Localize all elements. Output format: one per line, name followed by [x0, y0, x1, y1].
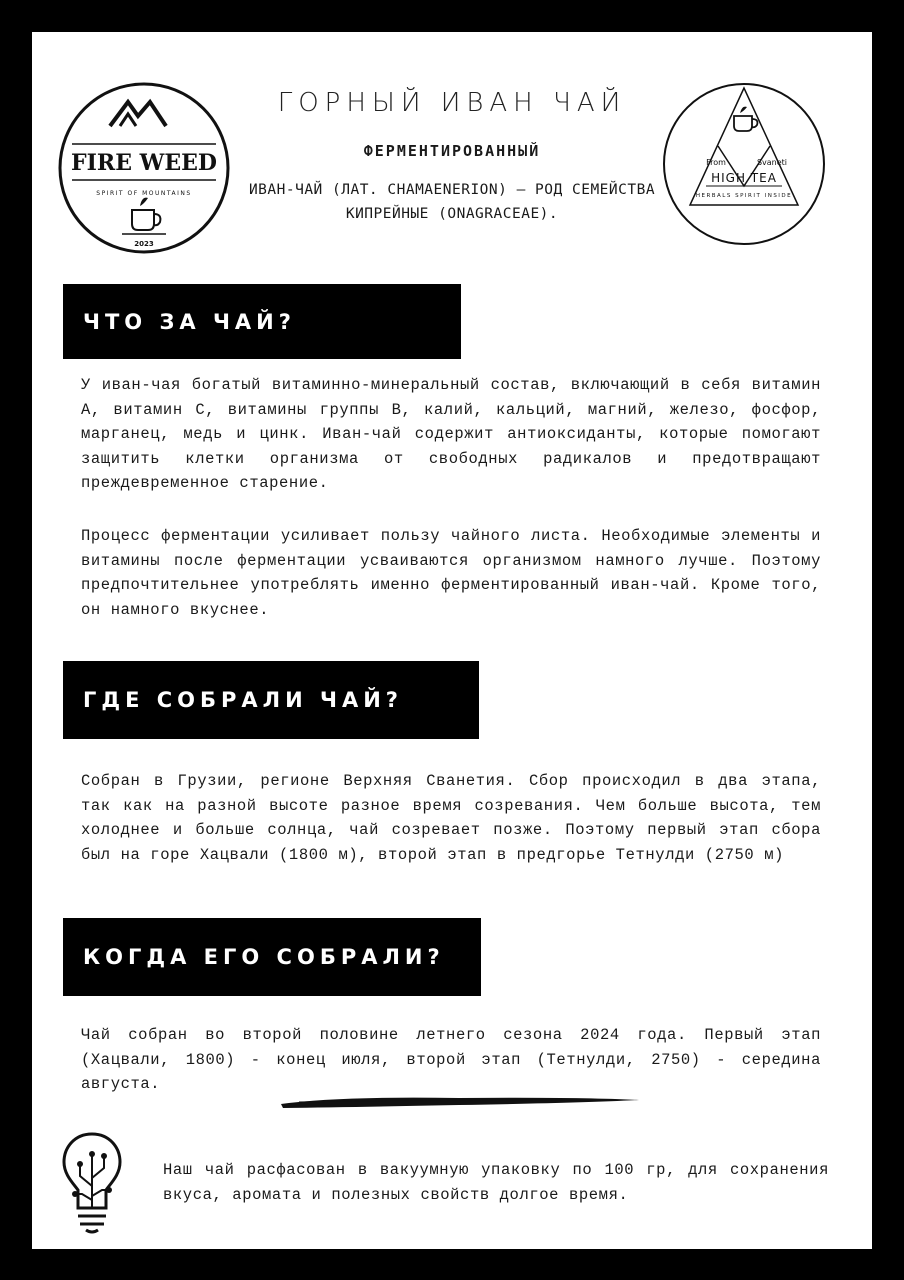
section-heading-what	[63, 284, 461, 359]
page-title: ГОРНЫЙ ИВАН ЧАЙ	[277, 88, 627, 118]
logo-left-tagline: SPIRIT OF MOUNTAINS	[96, 190, 192, 197]
paragraph-where: Собран в Грузии, регионе Верхняя Сванетия. Сбор происходил в два этапа, так как на разной высоте разное время созревания. Чем больше высота, тем холоднее и больше солнца, чай созревает позже. Поэтому первый этап сбора был на горе Хацвали (1800 м), второй этап в предгорье Тетнулди (2750 м)	[81, 772, 821, 864]
section-heading-text: КОГДА ЕГО СОБРАЛИ?	[83, 945, 445, 969]
paragraph-what-1: У иван-чая богатый витаминно-минеральный состав, включающий в себя витамин А, витамин С, витамины группы В, калий, кальций, магний, железо, фосфор, марганец, медь и цинк. Иван-чай содержит антиоксиданты, которые помогают защитить клетки организма от свободных радикалов и предотвращают преждевременное старение.	[81, 376, 821, 492]
fire-weed-logo	[56, 80, 232, 256]
logo-left-year: 2023	[134, 240, 154, 248]
logo-left-name: FIRE WEED	[71, 150, 217, 176]
mountain-icon	[110, 102, 166, 126]
logo-right-place: Svaneti	[756, 158, 788, 167]
logo-right-tagline: HERBALS SPIRIT INSIDE	[695, 193, 793, 199]
section-heading-text: ГДЕ СОБРАЛИ ЧАЙ?	[83, 688, 403, 712]
lightbulb-circuit-icon	[60, 1130, 124, 1234]
page-description: ИВАН-ЧАЙ (ЛАТ. CHAMAENERION) — РОД СЕМЕЙСТВА КИПРЕЙНЫЕ (ONAGRACEAE).	[248, 182, 656, 222]
section-heading-text: ЧТО ЗА ЧАЙ?	[83, 309, 296, 334]
footer-note: Наш чай расфасован в вакуумную упаковку по 100 гр, для сохранения вкуса, аромата и полезных свойств долгое время.	[163, 1161, 829, 1204]
paragraph-when: Чай собран во второй половине летнего сезона 2024 года. Первый этап (Хацвали, 1800) - конец июля, второй этап (Тетнулди, 2750) - середина августа.	[81, 1026, 821, 1093]
tea-cup-icon	[132, 198, 160, 230]
logo-right-from: From	[706, 158, 726, 167]
paragraph-what-2: Процесс ферментации усиливает пользу чайного листа. Необходимые элементы и витамины после ферментации усваиваются организмом намного лучше. Поэтому предпочтительнее употреблять именно ферментированный иван-чай. Кроме того, он намного вкуснее.	[81, 527, 821, 619]
section-heading-when	[63, 918, 481, 996]
page-subtitle: ФЕРМЕНТИРОВАННЫЙ	[363, 142, 541, 160]
page	[32, 32, 872, 1249]
section-heading-where	[63, 661, 479, 739]
brush-stroke-divider	[279, 1094, 641, 1110]
high-tea-logo	[660, 80, 828, 248]
logo-right-name: HIGH TEA	[711, 171, 777, 185]
